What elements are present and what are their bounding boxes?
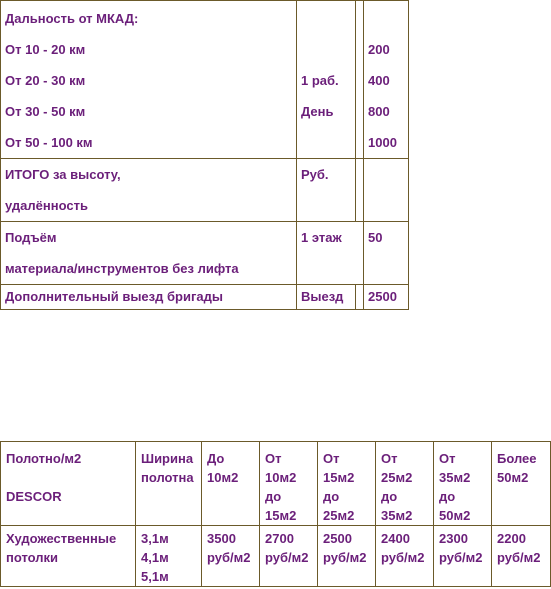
- table-row: [1, 526, 551, 587]
- table-cell: [356, 285, 364, 310]
- table-cell: [364, 1, 409, 159]
- table-cell-line: 2200: [497, 531, 526, 546]
- table-cell-line: 10м2: [207, 470, 239, 485]
- table-cell-line: до: [265, 489, 282, 504]
- table-row: [1, 222, 409, 285]
- table-cell-line: 2500: [368, 289, 397, 304]
- table-cell: [260, 526, 318, 587]
- table-cell-line: 25м2: [381, 470, 413, 485]
- table-cell-line: до: [323, 489, 340, 504]
- table-cell-line: От 30 - 50 км: [5, 104, 86, 119]
- table-cell-line: Более: [497, 451, 537, 466]
- table-cell-line: руб/м2: [265, 550, 309, 565]
- table-cell-line: 35м2: [381, 508, 413, 523]
- table-cell-line: 50м2: [439, 508, 471, 523]
- table-cell: [1, 285, 297, 310]
- table-cell-line: 1 этаж: [301, 230, 342, 245]
- table-row: [1, 159, 409, 222]
- table-cell-line: материала/инструментов без лифта: [5, 261, 239, 276]
- table-cell-line: Художественные: [6, 531, 117, 546]
- table-row: [1, 1, 409, 159]
- table-cell-line: День: [301, 104, 334, 119]
- table-header-cell: [136, 442, 202, 526]
- table-cell: [318, 526, 376, 587]
- table-cell-line: От: [265, 451, 282, 466]
- table-cell-line: [6, 468, 130, 487]
- table-cell-line: От 10 - 20 км: [5, 42, 86, 57]
- table-cell-line: Полотно/м2: [6, 451, 82, 466]
- table-cell-line: 2700: [265, 531, 294, 546]
- table-cell: [136, 526, 202, 587]
- table-cell-line: [301, 34, 351, 65]
- table-cell: [376, 526, 434, 587]
- table-cell: [434, 526, 492, 587]
- table-cell-line: руб/м2: [323, 550, 367, 565]
- table-cell-line: руб/м2: [497, 550, 541, 565]
- table-cell-line: Выезд: [301, 289, 344, 304]
- table-header-cell: [202, 442, 260, 526]
- table-cell-line: Дальность от МКАД:: [5, 11, 139, 26]
- table-cell: [1, 526, 136, 587]
- table-cell: [202, 526, 260, 587]
- table-cell-line: 2300: [439, 531, 468, 546]
- table-cell-line: 50м2: [497, 470, 529, 485]
- ceiling-price-table: [0, 441, 551, 587]
- table-cell-line: Подъём: [5, 230, 57, 245]
- table-cell: [1, 1, 297, 159]
- table-cell-line: Дополнительный выезд бригады: [5, 289, 223, 304]
- table-cell-line: DESCOR: [6, 489, 62, 504]
- table-header-row: [1, 442, 551, 526]
- table-cell-line: 2500: [323, 531, 352, 546]
- distance-price-table: [0, 0, 409, 310]
- table-cell-line: 3,1м: [141, 531, 169, 546]
- table-cell: [1, 222, 297, 285]
- table-cell-line: 1000: [368, 135, 397, 150]
- table-header-cell: [260, 442, 318, 526]
- table-cell-line: потолки: [6, 550, 59, 565]
- table-cell-line: удалённость: [5, 198, 88, 213]
- table-cell: [1, 159, 297, 222]
- table-cell-line: [368, 3, 404, 34]
- table-cell-line: [301, 3, 351, 34]
- table-cell-line: полотна: [141, 470, 194, 485]
- table-cell-line: От: [439, 451, 456, 466]
- table-cell: [356, 159, 364, 222]
- table-header-cell: [434, 442, 492, 526]
- table-cell-line: До: [207, 451, 225, 466]
- table-cell-line: 10м2: [265, 470, 297, 485]
- table-cell-line: 25м2: [323, 508, 355, 523]
- table-row: [1, 285, 409, 310]
- table-cell-line: Руб.: [301, 167, 329, 182]
- table-cell-line: 800: [368, 104, 390, 119]
- table-cell-line: 2400: [381, 531, 410, 546]
- table-cell: [297, 222, 364, 285]
- table-cell-line: От 50 - 100 км: [5, 135, 93, 150]
- table-header-cell: [318, 442, 376, 526]
- table-cell: [364, 222, 409, 285]
- table-cell-line: Ширина: [141, 451, 194, 466]
- table-cell: [492, 526, 551, 587]
- table-cell: [297, 1, 356, 159]
- table-cell-line: 200: [368, 42, 390, 57]
- table-cell-line: ИТОГО за высоту,: [5, 167, 121, 182]
- table-cell-line: руб/м2: [381, 550, 425, 565]
- table-cell-line: От: [381, 451, 398, 466]
- table-header-cell: [1, 442, 136, 526]
- table-header-cell: [492, 442, 551, 526]
- table-header-cell: [376, 442, 434, 526]
- table-cell-line: руб/м2: [207, 550, 251, 565]
- table-cell-line: 50: [368, 230, 383, 245]
- table-cell-line: От 20 - 30 км: [5, 73, 86, 88]
- table-cell-line: 3500: [207, 531, 236, 546]
- table-cell-line: до: [439, 489, 456, 504]
- table-cell: [364, 159, 409, 222]
- table-cell-line: 35м2: [439, 470, 471, 485]
- table-cell-line: 4,1м: [141, 550, 169, 565]
- table-cell: [364, 285, 409, 310]
- table-cell-line: 5,1м: [141, 569, 169, 584]
- table-cell-line: руб/м2: [439, 550, 483, 565]
- table-cell-line: 1 раб.: [301, 73, 339, 88]
- table-cell-line: 400: [368, 73, 390, 88]
- table-cell: [297, 285, 356, 310]
- table-cell: [356, 1, 364, 159]
- table-cell-line: 15м2: [323, 470, 355, 485]
- table-cell-line: От: [323, 451, 340, 466]
- table-cell-line: до: [381, 489, 398, 504]
- table-cell-line: 15м2: [265, 508, 297, 523]
- table-cell: [297, 159, 356, 222]
